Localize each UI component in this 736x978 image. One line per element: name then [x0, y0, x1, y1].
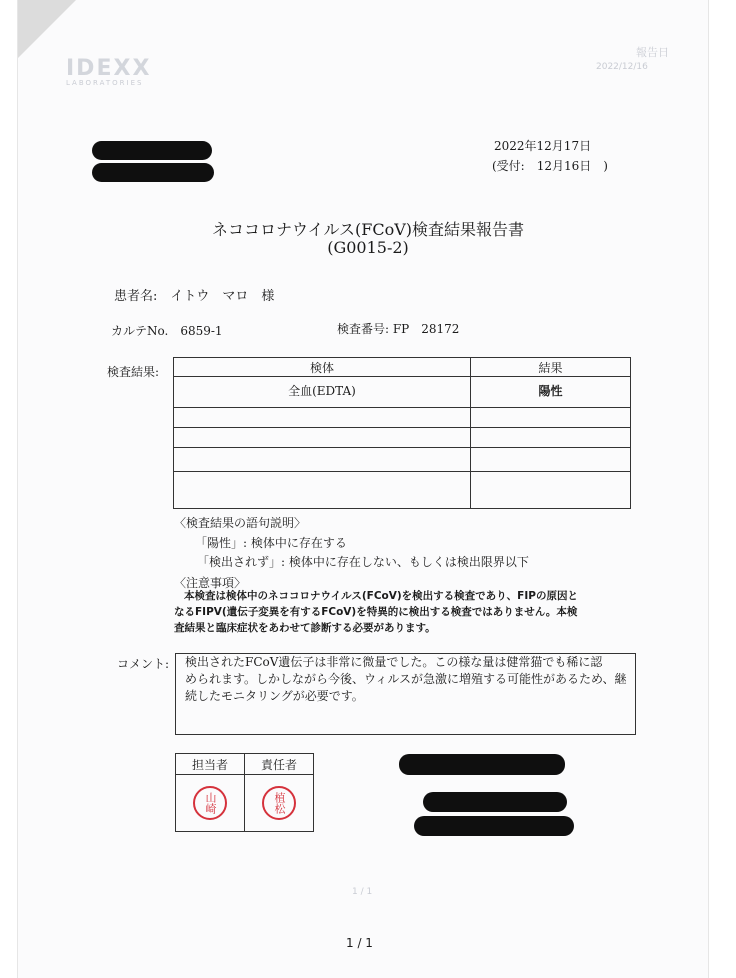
column-header-specimen: 検体: [174, 358, 471, 377]
comment-line: 検出されたFCoV遺伝子は非常に微量でした。この様な量は健常猫でも稀に認: [185, 655, 603, 669]
empty-cell: [471, 472, 631, 509]
notes-line: なるFIPV(遺伝子変異を有するFCoV)を特異的に検出する検査ではありません。本検: [174, 606, 578, 618]
notes-heading: 〈注意事項〉: [174, 576, 247, 590]
background-page: 1 / 1: [352, 887, 373, 897]
manager-stamp-cell: [245, 775, 314, 832]
background-issue-label: 報告日: [636, 46, 669, 59]
page-number: 1 / 1: [346, 936, 373, 950]
redaction-bar: [414, 816, 574, 836]
glossary-heading: 〈検査結果の語句説明〉: [174, 516, 307, 530]
comment-text: [185, 654, 630, 705]
results-table: [173, 357, 631, 509]
empty-cell: [471, 448, 631, 472]
redaction-bar: [423, 792, 567, 812]
comment-label: コメント:: [117, 657, 170, 671]
manager-stamp-text: 植松: [273, 792, 286, 814]
glossary-positive: 「陽性」: 検体中に存在する: [195, 536, 347, 550]
approval-table: [175, 753, 314, 832]
hanko-stamp: [193, 786, 227, 820]
empty-cell: [471, 427, 631, 447]
page-fold: [18, 0, 76, 58]
results-label: 検査結果:: [107, 365, 160, 379]
comment-line: 続したモニタリングが必要です。: [185, 689, 364, 703]
redaction-bar: [92, 163, 214, 182]
background-logo-sub: LABORATORIES: [66, 79, 144, 87]
manager-header: 責任者: [245, 754, 314, 775]
column-header-result: 結果: [471, 358, 631, 377]
result-cell: 陽性: [471, 377, 631, 407]
staff-stamp-text: 山崎: [204, 792, 217, 814]
staff-stamp-cell: [176, 775, 245, 832]
notes-line: 査結果と臨床症状をあわせて診断する必要があります。: [174, 622, 436, 634]
empty-cell: [174, 427, 471, 447]
test-number: 検査番号: FP 28172: [337, 322, 460, 336]
notes-line: 本検査は検体中のネココロナウイルス(FCoV)を検出する検査であり、FIPの原因と: [184, 590, 578, 602]
background-issue-date: 2022/12/16: [596, 62, 648, 72]
empty-cell: [174, 407, 471, 427]
report-code: (G0015-2): [327, 238, 409, 257]
report-title: ネココロナウイルス(FCoV)検査結果報告書: [211, 220, 525, 239]
background-logo: IDEXX: [66, 56, 152, 81]
received-date: (受付: 12月16日 ): [492, 159, 608, 173]
report-date: 2022年12月17日: [494, 139, 592, 153]
comment-line: められます。しかしながら今後、ウィルスが急激に増殖する可能性があるため、継: [185, 672, 627, 686]
empty-cell: [174, 472, 471, 509]
glossary-negative: 「検出されず」: 検体中に存在しない、もしくは検出限界以下: [197, 555, 529, 569]
chart-number: カルテNo. 6859-1: [111, 324, 223, 338]
redaction-bar: [399, 754, 565, 775]
specimen-cell: 全血(EDTA): [174, 377, 471, 407]
hanko-stamp: [262, 786, 296, 820]
redaction-bar: [92, 141, 212, 160]
patient-name: 患者名: イトウ マロ 様: [114, 289, 275, 304]
staff-header: 担当者: [176, 754, 245, 775]
empty-cell: [174, 448, 471, 472]
empty-cell: [471, 407, 631, 427]
